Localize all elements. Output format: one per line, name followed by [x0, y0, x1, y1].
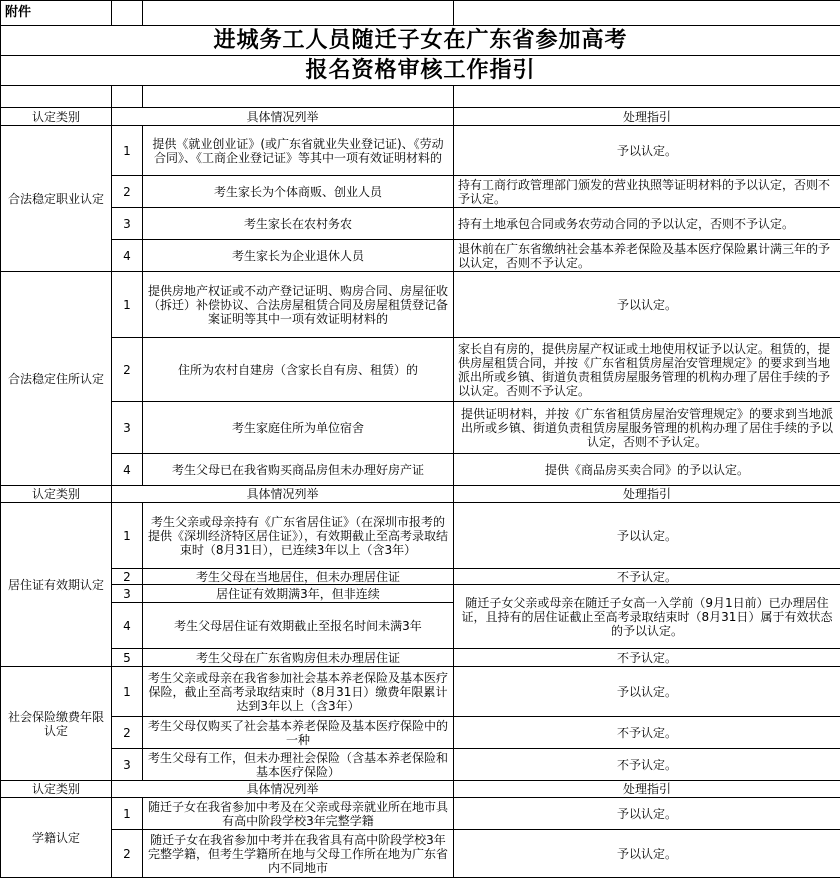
guide-cell: 予以认定。: [454, 830, 840, 878]
category-cell: 合法稳定职业认定: [1, 126, 112, 272]
guide-cell: 家长自有房的，提供房屋产权证或土地使用权证予以认定。租赁的，提供房屋租赁合同，并按《广东省租赁房屋治安管理规定》的要求到当地派出所或乡镇、街道负责租赁房屋服务管理的机构办理了居住手续的予以认定。否则不予认定。: [454, 338, 840, 402]
row-number: 1: [112, 798, 143, 830]
header-category: 认定类别: [1, 781, 112, 798]
case-cell: 随迁子女在我省参加中考并在我省具有高中阶段学校3年完整学籍，但考生学籍所在地与父母工作所在地为广东省内不同地市: [143, 830, 454, 878]
guide-cell: 予以认定。: [454, 503, 840, 569]
header-category: 认定类别: [1, 486, 112, 503]
header-guide: 处理指引: [454, 486, 840, 503]
row-number: 2: [112, 717, 143, 749]
case-cell: 考生父亲或母亲在我省参加社会基本养老保险及基本医疗保险，截止至高考录取结束时（8月31日）缴费年限累计达到3年以上（含3年）: [143, 667, 454, 717]
case-cell: 考生家长在农村务农: [143, 208, 454, 240]
guide-cell: 予以认定。: [454, 667, 840, 717]
case-cell: 提供房地产权证或不动产登记证明、购房合同、房屋征收（拆迁）补偿协议、合法房屋租赁合同及房屋租赁登记备案证明等其中一项有效证明材料的: [143, 272, 454, 338]
blank-cell: [112, 86, 143, 108]
row-number: 4: [112, 240, 143, 272]
header-cases: 具体情况列举: [112, 108, 454, 126]
row-number: 3: [112, 208, 143, 240]
row-number: 2: [112, 338, 143, 402]
guide-cell: 提供《商品房买卖合同》的予以认定。: [454, 454, 840, 486]
case-cell: 随迁子女在我省参加中考及在父亲或母亲就业所在地市具有高中阶段学校3年完整学籍: [143, 798, 454, 830]
case-cell: 考生父母居住证有效期截止至报名时间未满3年: [143, 603, 454, 649]
blank-cell: [112, 1, 143, 26]
blank-cell: [143, 1, 454, 26]
case-cell: 考生家庭住所为单位宿舍: [143, 402, 454, 454]
guide-cell: 予以认定。: [454, 272, 840, 338]
blank-cell: [454, 1, 840, 26]
blank-cell: [1, 86, 112, 108]
guide-cell: 不予认定。: [454, 749, 840, 781]
case-cell: 考生父母已在我省购买商品房但未办理好房产证: [143, 454, 454, 486]
row-number: 3: [112, 749, 143, 781]
annex-label: 附件: [1, 1, 112, 26]
guide-cell: 不予认定。: [454, 569, 840, 585]
case-cell: 考生家长为企业退休人员: [143, 240, 454, 272]
header-cases: 具体情况列举: [112, 486, 454, 503]
row-number: 4: [112, 603, 143, 649]
case-cell: 提供《就业创业证》(或广东省就业失业登记证)、《劳动合同》、《工商企业登记证》等其中一项有效证明材料的: [143, 126, 454, 176]
title-line-2: 报名资格审核工作指引: [1, 56, 840, 86]
category-cell: 居住证有效期认定: [1, 503, 112, 667]
header-guide: 处理指引: [454, 108, 840, 126]
row-number: 1: [112, 272, 143, 338]
guide-cell: 提供证明材料，并按《广东省租赁房屋治安管理规定》的要求到当地派出所或乡镇、街道负责租赁房屋服务管理的机构办理了居住手续的予以认定，否则不予认定。: [454, 402, 840, 454]
case-cell: 考生父亲或母亲持有《广东省居住证》（在深圳市报考的提供《深圳经济特区居住证》），有效期截止至高考录取结束时（8月31日），已连续3年以上（含3年）: [143, 503, 454, 569]
row-number: 1: [112, 503, 143, 569]
category-cell: 社会保险缴费年限认定: [1, 667, 112, 781]
category-cell: 学籍认定: [1, 798, 112, 878]
row-number: 2: [112, 569, 143, 585]
row-number: 5: [112, 649, 143, 667]
row-number: 2: [112, 830, 143, 878]
title-line-1: 进城务工人员随迁子女在广东省参加高考: [1, 26, 840, 56]
case-cell: 考生家长为个体商贩、创业人员: [143, 176, 454, 208]
category-cell: 合法稳定住所认定: [1, 272, 112, 486]
guide-cell: 持有土地承包合同或务农劳动合同的予以认定，否则不予认定。: [454, 208, 840, 240]
case-cell: 考生父母在当地居住，但未办理居住证: [143, 569, 454, 585]
guide-cell: 不予认定。: [454, 717, 840, 749]
row-number: 1: [112, 667, 143, 717]
case-cell: 考生父母在广东省购房但未办理居住证: [143, 649, 454, 667]
guide-cell: 予以认定。: [454, 798, 840, 830]
header-category: 认定类别: [1, 108, 112, 126]
guide-cell: 退休前在广东省缴纳社会基本养老保险及基本医疗保险累计满三年的予以认定，否则不予认定。: [454, 240, 840, 272]
guide-cell: 随迁子女父亲或母亲在随迁子女高一入学前（9月1日前）已办理居住证，且持有的居住证截止至高考录取结束时（8月31日）属于有效状态的予以认定。: [454, 585, 840, 649]
blank-cell: [454, 86, 840, 108]
blank-cell: [143, 86, 454, 108]
case-cell: 居住证有效期满3年，但非连续: [143, 585, 454, 603]
row-number: 1: [112, 126, 143, 176]
guide-cell: 持有工商行政管理部门颁发的营业执照等证明材料的予以认定，否则不予认定。: [454, 176, 840, 208]
header-guide: 处理指引: [454, 781, 840, 798]
row-number: 2: [112, 176, 143, 208]
case-cell: 住所为农村自建房（含家长自有房、租赁）的: [143, 338, 454, 402]
case-cell: 考生父母有工作，但未办理社会保险（含基本养老保险和基本医疗保险）: [143, 749, 454, 781]
row-number: 3: [112, 402, 143, 454]
guide-cell: 不予认定。: [454, 649, 840, 667]
case-cell: 考生父母仅购买了社会基本养老保险及基本医疗保险中的一种: [143, 717, 454, 749]
row-number: 4: [112, 454, 143, 486]
guide-cell: 予以认定。: [454, 126, 840, 176]
row-number: 3: [112, 585, 143, 603]
header-cases: 具体情况列举: [112, 781, 454, 798]
